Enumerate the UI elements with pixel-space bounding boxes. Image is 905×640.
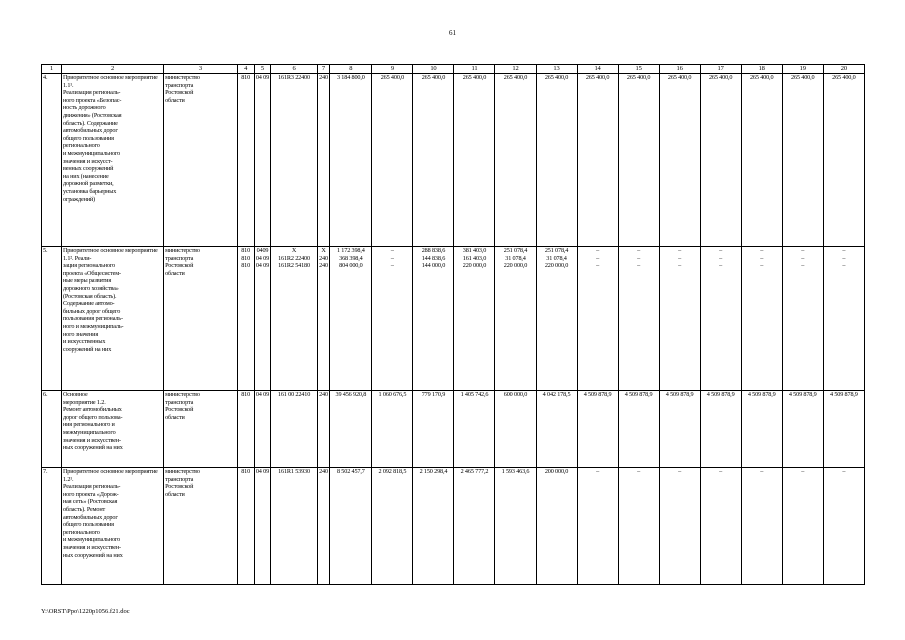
amount-value: 3 184 800,0 — [336, 74, 365, 81]
amount-value: – — [678, 468, 682, 475]
page-number: 61 — [449, 29, 456, 37]
column-header: 12 — [495, 65, 536, 74]
amount-value: 4 509 878,9 — [747, 391, 776, 398]
expense-type-cell-line: 240 — [319, 391, 328, 398]
section-code-cell-line: 04 09 — [255, 74, 270, 81]
expense-type-cell-line: 240 — [319, 468, 328, 475]
target-item-cell — [271, 391, 317, 468]
amount-cell — [454, 74, 495, 247]
column-header: 5 — [254, 65, 271, 74]
amount-value: 220 000,0 — [544, 262, 569, 270]
column-header: 4 — [237, 65, 254, 74]
amount-value: – — [760, 247, 764, 254]
amount-value: – — [760, 262, 764, 270]
amount-value: 144 000,0 — [421, 262, 446, 270]
amount-cell — [372, 468, 413, 585]
amount-value: – — [637, 247, 641, 254]
amount-value: 265 400,0 — [421, 74, 446, 81]
section-code-cell-line: 04 09 — [255, 254, 270, 262]
section-code-cell — [254, 74, 271, 247]
table-row — [42, 391, 865, 468]
amount-value: 200 000,0 — [544, 468, 569, 475]
column-header: 17 — [700, 65, 741, 74]
amount-value: 4 509 878,9 — [665, 391, 694, 398]
section-code-cell-line: 04 09 — [255, 262, 270, 270]
column-header: 9 — [372, 65, 413, 74]
measure-title-cell: Приоритетное основное мероприятие 1.1¹. Реализация региональ- ного проекта «Безопас- ность дорожного движения» (Ростовская область). Содержание автомобильных дорог общего пользования регионального и межмуниципального значения и искусст- венных сооружений на них (нанесение дорожной разметки, установка барьерных ограждений) — [61, 74, 163, 247]
amount-value: 265 400,0 — [791, 74, 815, 81]
measure-title-cell: Основное мероприятие 1.2. Ремонт автомобильных дорог общего пользова- ния регионального и межмуниципального значения и искусствен- ных сооружений на них — [61, 391, 163, 468]
column-header: 20 — [823, 65, 864, 74]
amount-value: 265 400,0 — [544, 74, 569, 81]
amount-value: – — [596, 468, 600, 475]
amount-cell — [577, 391, 618, 468]
gov-code-cell-line: 810 — [241, 262, 251, 270]
table-row — [42, 468, 865, 585]
amount-cell — [618, 391, 659, 468]
expense-type-cell — [317, 468, 330, 585]
amount-cell — [577, 468, 618, 585]
amount-cell — [700, 74, 741, 247]
expense-type-cell — [317, 74, 330, 247]
amount-cell — [536, 74, 577, 247]
amount-value: 265 400,0 — [667, 74, 692, 81]
amount-value: – — [390, 247, 394, 254]
table-row — [42, 247, 865, 391]
executor-cell: министерство транспорта Ростовской области — [164, 391, 238, 468]
target-item-cell-line: 161R3 22400 — [278, 74, 310, 81]
target-item-cell-line: Х — [291, 247, 297, 254]
measure-title-cell: Приоритетное основное мероприятие 1.1². Реали- зация регионального проекта «Общесистем- ные меры развития дорожного хозяйства» (Ростовская область). Содержание автомо- бильных дорог общего пользования региональ- ного и межмуниципаль- ного значения и искусственных сооружений на них — [61, 247, 163, 391]
amount-cell — [577, 247, 618, 391]
amount-cell — [536, 468, 577, 585]
amount-cell — [700, 247, 741, 391]
amount-value: 265 400,0 — [462, 74, 487, 81]
executor-cell: министерство транспорта Ростовской области — [164, 468, 238, 585]
amount-value: – — [842, 468, 846, 475]
section-code-cell — [254, 391, 271, 468]
column-header: 7 — [317, 65, 330, 74]
column-header: 1 — [42, 65, 62, 74]
amount-value: 1 060 676,5 — [378, 391, 407, 398]
target-item-cell — [271, 74, 317, 247]
amount-cell — [618, 247, 659, 391]
amount-cell — [413, 247, 454, 391]
amount-value: – — [842, 262, 846, 270]
gov-code-cell — [237, 247, 254, 391]
amount-cell — [330, 247, 372, 391]
amount-cell — [536, 391, 577, 468]
amount-value: – — [637, 254, 641, 262]
row-number-cell: 6. — [42, 391, 62, 468]
amount-cell — [454, 247, 495, 391]
measure-title-cell: Приоритетное основное мероприятие 1.2¹. Реализация региональ- ного проекта «Дорож- ная сеть» (Ростовская область). Ремонт автомобильных дорог общего пользования регионального и межмуниципального значения и искусствен- ных сооружений на них — [61, 468, 163, 585]
target-item-cell — [271, 468, 317, 585]
amount-cell — [454, 391, 495, 468]
amount-value: 251 078,4 — [503, 247, 528, 254]
amount-cell — [823, 391, 864, 468]
amount-cell — [618, 468, 659, 585]
gov-code-cell-line: 810 — [241, 247, 251, 254]
amount-cell — [618, 74, 659, 247]
amount-value: – — [596, 262, 600, 270]
amount-cell — [372, 391, 413, 468]
amount-value: – — [637, 468, 641, 475]
amount-value: – — [719, 254, 723, 262]
amount-cell — [659, 247, 700, 391]
expense-type-cell-line: Х — [321, 247, 326, 254]
amount-cell — [823, 74, 864, 247]
amount-value: 1 593 463,6 — [501, 468, 530, 475]
amount-cell — [741, 468, 782, 585]
amount-cell — [330, 74, 372, 247]
amount-value: 39 456 920,8 — [335, 391, 367, 398]
amount-value: – — [842, 247, 846, 254]
column-header: 14 — [577, 65, 618, 74]
amount-cell — [659, 468, 700, 585]
amount-value: 144 838,6 — [421, 254, 446, 262]
column-header: 6 — [271, 65, 317, 74]
column-header: 18 — [741, 65, 782, 74]
gov-code-cell-line: 810 — [241, 254, 251, 262]
amount-value: 4 509 878,9 — [624, 391, 653, 398]
amount-cell — [741, 74, 782, 247]
amount-value: 4 509 878,9 — [788, 391, 817, 398]
amount-cell — [782, 391, 823, 468]
table-row — [42, 74, 865, 247]
column-header: 19 — [782, 65, 823, 74]
amount-cell — [495, 391, 536, 468]
amount-cell — [454, 468, 495, 585]
amount-cell — [372, 247, 413, 391]
budget-table — [41, 64, 865, 585]
amount-value: 161 403,0 — [462, 254, 487, 262]
amount-value: 220 000,0 — [462, 262, 487, 270]
amount-value: 4 509 878,9 — [583, 391, 612, 398]
amount-cell — [495, 247, 536, 391]
row-number-cell: 4. — [42, 74, 62, 247]
row-number-cell: 7. — [42, 468, 62, 585]
amount-value: – — [719, 262, 723, 270]
column-header: 10 — [413, 65, 454, 74]
amount-cell — [413, 391, 454, 468]
column-header: 13 — [536, 65, 577, 74]
expense-type-cell-line: 240 — [319, 254, 328, 262]
row-number-cell: 5. — [42, 247, 62, 391]
amount-cell — [330, 391, 372, 468]
amount-value: – — [801, 254, 805, 262]
amount-cell — [741, 391, 782, 468]
amount-cell — [659, 391, 700, 468]
amount-value: 31 078,4 — [505, 254, 526, 262]
executor-cell: министерство транспорта Ростовской области — [164, 247, 238, 391]
amount-value: – — [719, 468, 723, 475]
amount-cell — [782, 74, 823, 247]
amount-cell — [741, 247, 782, 391]
file-path-footer: Y:\ORST\Ppo\1220p1056.f21.doc — [41, 608, 130, 615]
amount-value: 31 078,4 — [546, 254, 567, 262]
amount-value: – — [596, 247, 600, 254]
gov-code-cell — [237, 468, 254, 585]
section-code-cell — [254, 247, 271, 391]
target-item-cell-line: 161 00 22410 — [277, 391, 311, 398]
amount-value: 1 172 398,4 — [336, 247, 365, 254]
gov-code-cell-line: 810 — [241, 468, 251, 475]
amount-cell — [372, 74, 413, 247]
target-item-cell-line: 161R2 22400 — [278, 254, 310, 262]
expense-type-cell-line: 240 — [319, 74, 328, 81]
gov-code-cell — [237, 391, 254, 468]
expense-type-cell-line: 240 — [319, 262, 328, 270]
amount-value: 4 509 878,9 — [829, 391, 858, 398]
amount-cell — [577, 74, 618, 247]
amount-cell — [495, 74, 536, 247]
gov-code-cell-line: 810 — [241, 391, 251, 398]
amount-value: 265 400,0 — [503, 74, 528, 81]
amount-value: 8 502 457,7 — [336, 468, 365, 475]
amount-value: 265 400,0 — [585, 74, 610, 81]
amount-value: – — [801, 468, 805, 475]
amount-value: – — [390, 254, 394, 262]
amount-value: 2 092 818,5 — [378, 468, 407, 475]
amount-cell — [700, 391, 741, 468]
amount-cell — [782, 247, 823, 391]
amount-cell — [330, 468, 372, 585]
gov-code-cell-line: 810 — [241, 74, 251, 81]
amount-value: 265 400,0 — [708, 74, 733, 81]
amount-value: 600 000,0 — [503, 391, 528, 398]
amount-value: 220 000,0 — [503, 262, 528, 270]
amount-cell — [413, 468, 454, 585]
amount-value: – — [678, 262, 682, 270]
column-header: 11 — [454, 65, 495, 74]
amount-cell — [495, 468, 536, 585]
section-code-cell-line: 04 09 — [255, 391, 270, 398]
amount-value: – — [719, 247, 723, 254]
column-header: 8 — [330, 65, 372, 74]
amount-value: 381 403,0 — [462, 247, 487, 254]
amount-value: – — [760, 254, 764, 262]
amount-value: – — [760, 468, 764, 475]
amount-value: – — [678, 254, 682, 262]
amount-value: – — [801, 247, 805, 254]
amount-value: – — [637, 262, 641, 270]
amount-cell — [413, 74, 454, 247]
amount-value: 265 400,0 — [832, 74, 856, 81]
target-item-cell-line: 161R1 53930 — [278, 468, 310, 475]
section-code-cell-line: 0409 — [256, 247, 269, 254]
amount-cell — [782, 468, 823, 585]
amount-cell — [700, 468, 741, 585]
amount-value: 265 400,0 — [380, 74, 405, 81]
amount-cell — [659, 74, 700, 247]
amount-value: – — [596, 254, 600, 262]
amount-value: 368 398,4 — [339, 254, 363, 262]
amount-value: 265 400,0 — [626, 74, 651, 81]
amount-value: 1 405 742,6 — [460, 391, 489, 398]
target-item-cell-line: 161R2 54180 — [278, 262, 310, 270]
amount-cell — [823, 247, 864, 391]
amount-value: – — [678, 247, 682, 254]
amount-value: 804 000,0 — [339, 262, 363, 270]
amount-value: 2 465 777,2 — [460, 468, 489, 475]
amount-value: – — [390, 262, 394, 270]
executor-cell: министерство транспорта Ростовской области — [164, 74, 238, 247]
gov-code-cell — [237, 74, 254, 247]
section-code-cell-line: 04 09 — [255, 468, 270, 475]
column-header: 2 — [61, 65, 163, 74]
column-header: 15 — [618, 65, 659, 74]
expense-type-cell — [317, 391, 330, 468]
amount-value: 2 150 298,4 — [419, 468, 448, 475]
amount-value: 779 170,9 — [421, 391, 446, 398]
target-item-cell — [271, 247, 317, 391]
column-header: 3 — [164, 65, 238, 74]
amount-value: 4 042 178,5 — [542, 391, 571, 398]
expense-type-cell — [317, 247, 330, 391]
section-code-cell — [254, 468, 271, 585]
amount-value: – — [842, 254, 846, 262]
amount-value: 288 838,6 — [421, 247, 446, 254]
column-number-header — [42, 65, 865, 74]
amount-value: – — [801, 262, 805, 270]
column-header: 16 — [659, 65, 700, 74]
amount-cell — [823, 468, 864, 585]
amount-value: 4 509 878,9 — [706, 391, 735, 398]
amount-value: 251 078,4 — [544, 247, 569, 254]
amount-value: 265 400,0 — [749, 74, 774, 81]
amount-cell — [536, 247, 577, 391]
